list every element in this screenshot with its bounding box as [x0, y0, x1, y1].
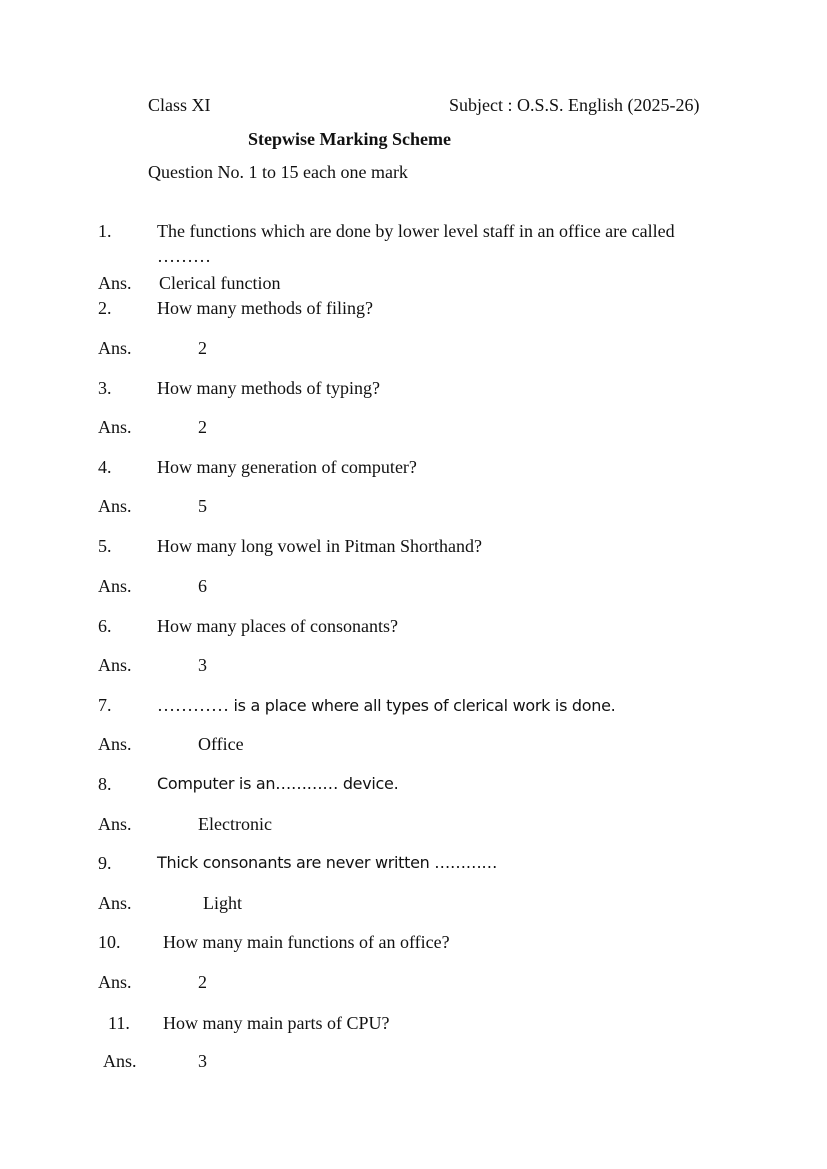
answer-label: Ans.: [98, 576, 132, 596]
answer-text: Office: [198, 734, 244, 754]
question-text: How many generation of computer?: [157, 457, 417, 477]
answer-text: 6: [198, 576, 207, 596]
question-text: Computer is an………… device.: [157, 774, 399, 793]
question-number: 1.: [98, 221, 112, 241]
question-text: [157, 694, 615, 717]
answer-text: 2: [198, 417, 207, 437]
answer-label: Ans.: [98, 417, 132, 437]
question-number: 4.: [98, 457, 112, 477]
class-label: Class XI: [148, 95, 211, 115]
question-number: 5.: [98, 536, 112, 556]
instruction: Question No. 1 to 15 each one mark: [148, 162, 408, 182]
question-text: How many places of consonants?: [157, 616, 398, 636]
question-text-body: is a place where all types of clerical work is done.: [233, 696, 616, 715]
question-text: The functions which are done by lower level staff in an office are called: [157, 221, 675, 241]
question-blank: …………: [157, 695, 229, 715]
answer-label: Ans.: [98, 814, 132, 834]
question-text: How many methods of typing?: [157, 378, 380, 398]
question-number: 2.: [98, 298, 112, 318]
question-number: 3.: [98, 378, 112, 398]
question-text: Thick consonants are never written …………: [157, 853, 498, 872]
answer-text: 2: [198, 972, 207, 992]
answer-text: 3: [198, 655, 207, 675]
question-number: 11.: [108, 1013, 130, 1033]
answer-text: 2: [198, 338, 207, 358]
answer-label: Ans.: [98, 734, 132, 754]
answer-text: Electronic: [198, 814, 272, 834]
question-text: How many main functions of an office?: [163, 932, 450, 952]
answer-label: Ans.: [98, 655, 132, 675]
answer-text: 5: [198, 496, 207, 516]
question-number: 10.: [98, 932, 121, 952]
question-text: How many main parts of CPU?: [163, 1013, 390, 1033]
answer-text: Clerical function: [159, 273, 281, 293]
answer-text: 3: [198, 1051, 207, 1071]
page-title: Stepwise Marking Scheme: [248, 129, 451, 149]
answer-label: Ans.: [98, 338, 132, 358]
answer-label: Ans.: [98, 496, 132, 516]
question-text: How many methods of filing?: [157, 298, 373, 318]
question-text: How many long vowel in Pitman Shorthand?: [157, 536, 482, 556]
question-number: 8.: [98, 774, 112, 794]
answer-label: Ans.: [98, 273, 132, 293]
question-number: 6.: [98, 616, 112, 636]
answer-text: Light: [203, 893, 242, 913]
answer-label: Ans.: [103, 1051, 137, 1071]
answer-label: Ans.: [98, 972, 132, 992]
question-number: 7.: [98, 695, 112, 715]
answer-label: Ans.: [98, 893, 132, 913]
subject-label: Subject : O.S.S. English (2025-26): [449, 95, 700, 115]
question-text-cont: ………: [157, 246, 211, 266]
question-number: 9.: [98, 853, 112, 873]
